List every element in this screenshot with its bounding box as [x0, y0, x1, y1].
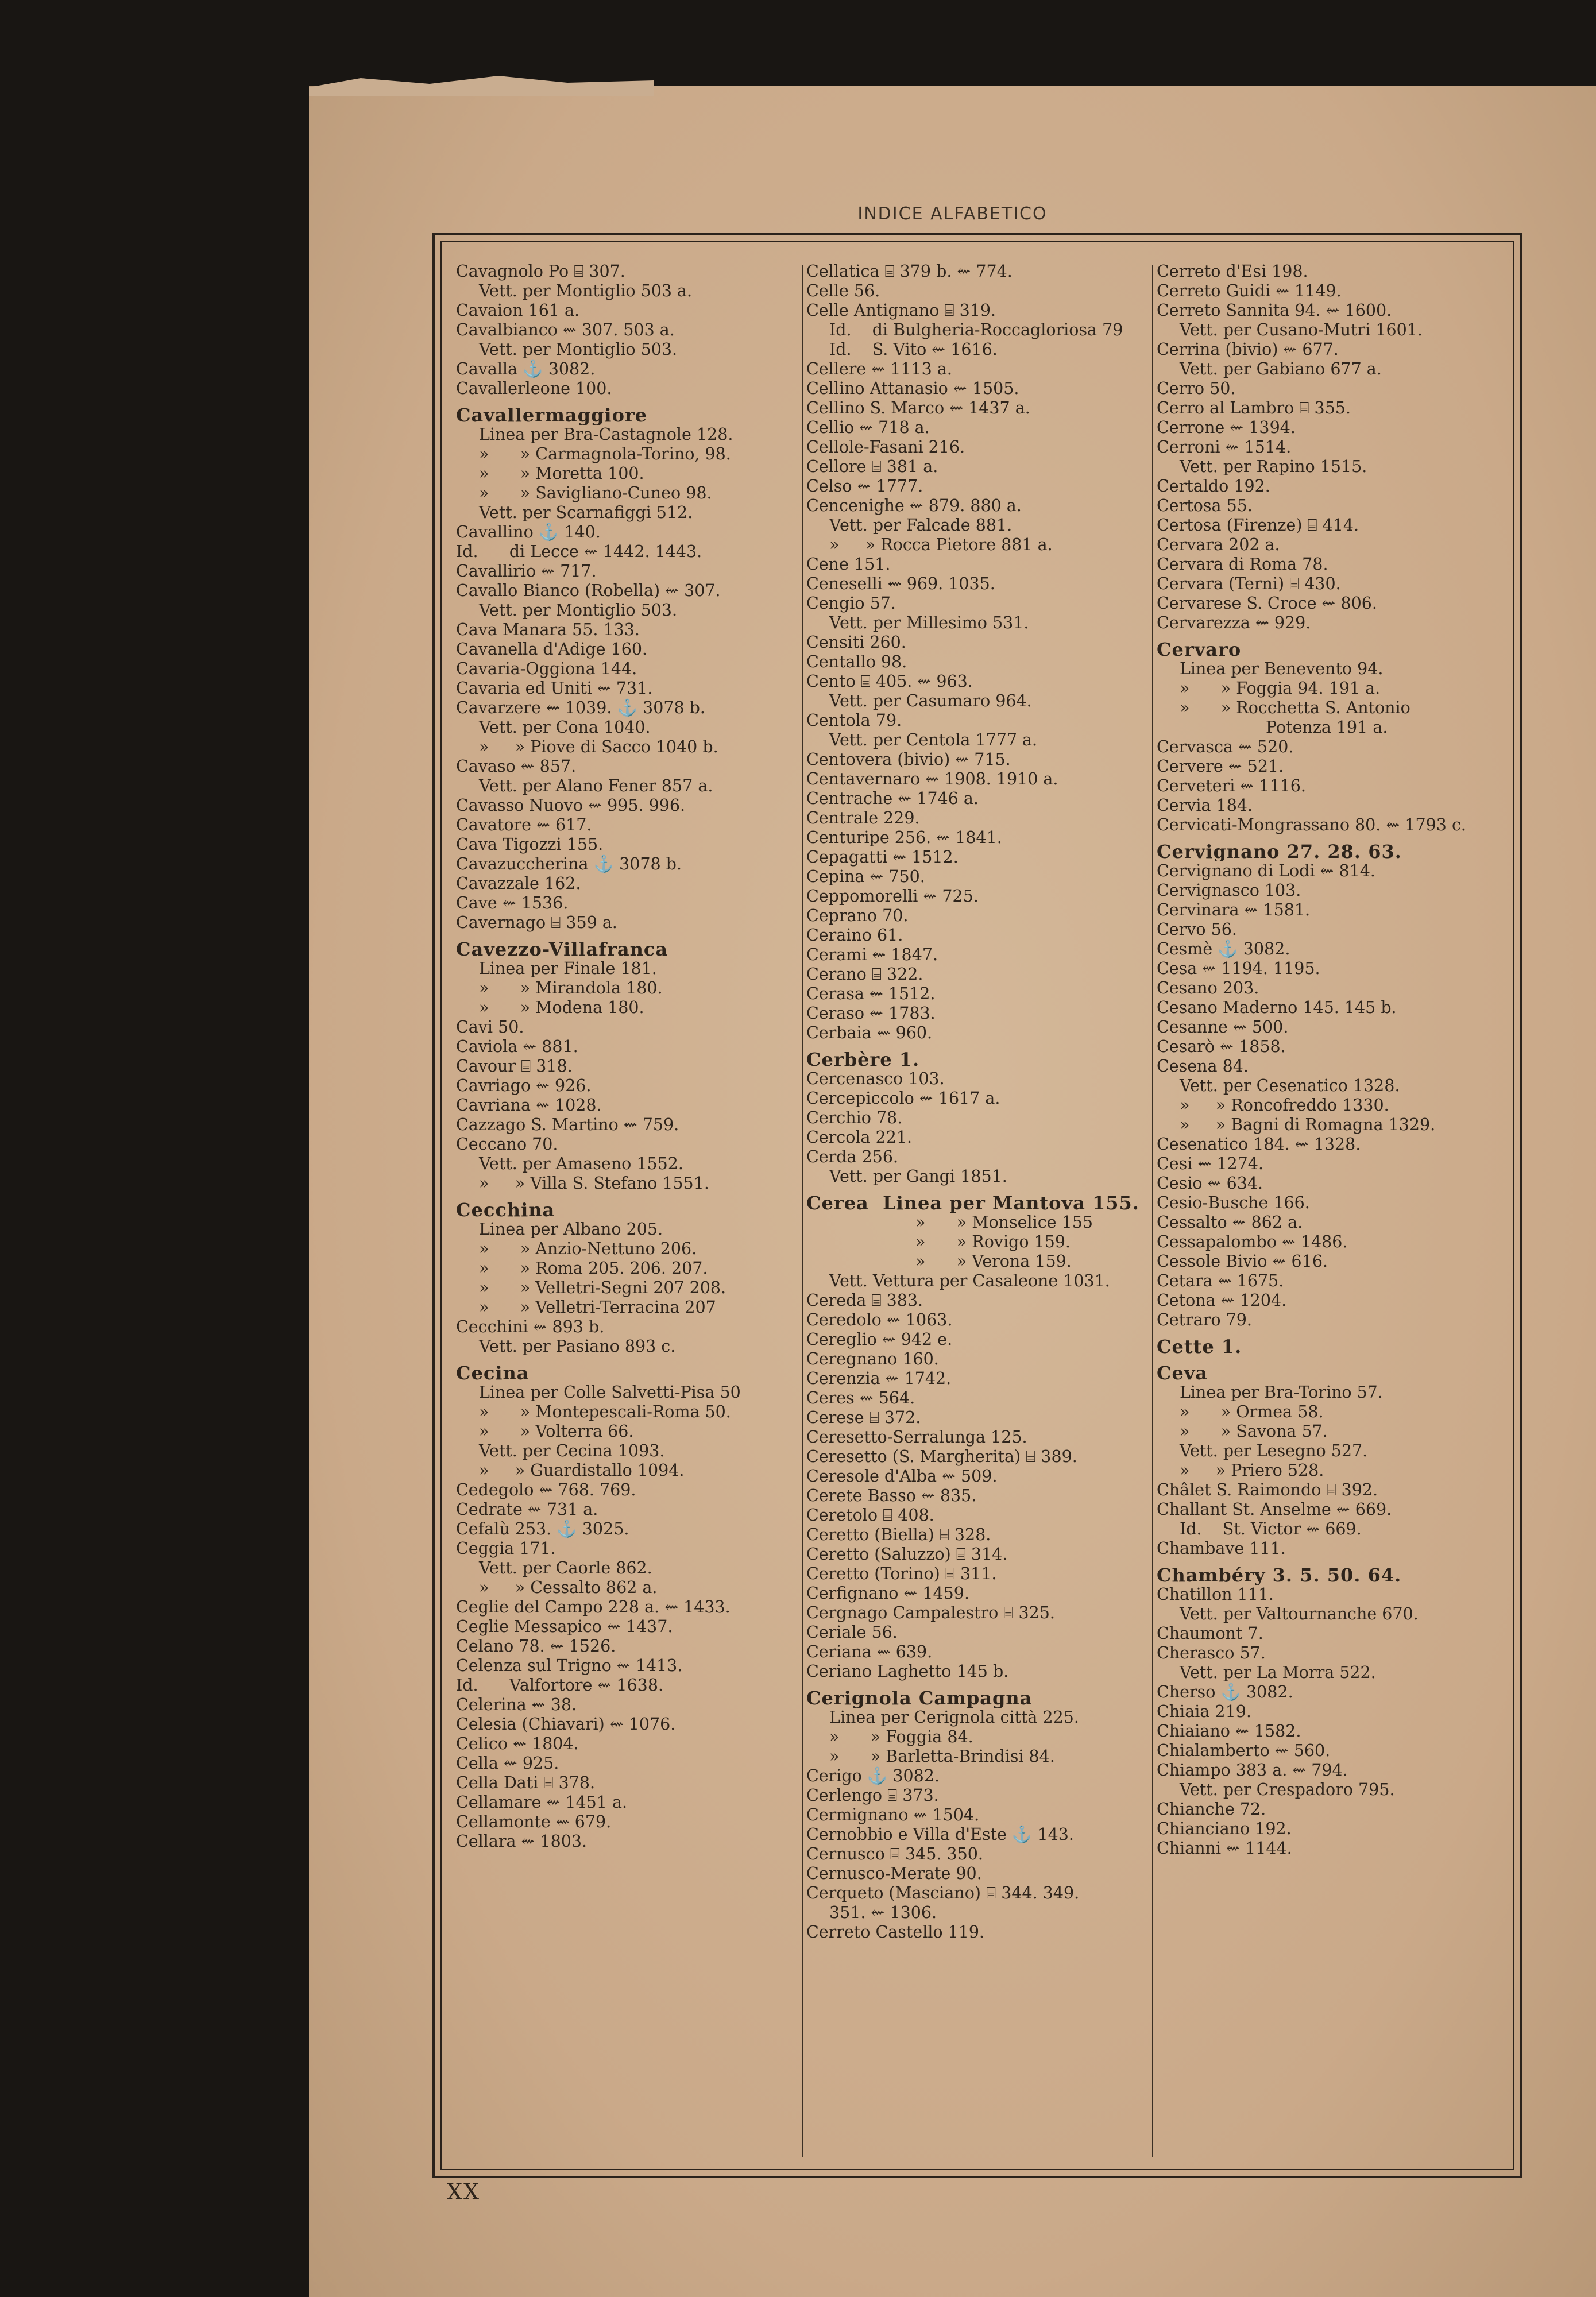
index-entry: » » Monselice 155	[915, 1213, 1093, 1232]
index-entry: Cerro 50.	[1157, 379, 1236, 398]
index-entry: Cervara (Terni) ⌸ 430.	[1157, 574, 1341, 593]
index-entry: Cergnago Campalestro ⌸ 325.	[806, 1603, 1055, 1622]
index-entry: » » Moretta 100.	[479, 464, 644, 483]
index-entry: Id. St. Victor ⇜ 669.	[1180, 1519, 1362, 1538]
index-entry: Cessalto ⇜ 862 a.	[1157, 1213, 1303, 1232]
index-entry: Potenza 191 a.	[1266, 718, 1388, 737]
index-entry: Cerda 256.	[806, 1147, 899, 1166]
index-entry: Cetara ⇜ 1675.	[1157, 1271, 1284, 1290]
index-entry: Linea per Colle Salvetti-Pisa 50	[479, 1383, 741, 1402]
index-entry: Id. di Bulgheria-Roccagloriosa 79	[829, 320, 1123, 339]
index-entry: Cercola 221.	[806, 1128, 913, 1147]
index-entry: Cherasco 57.	[1157, 1644, 1266, 1662]
index-entry: Cellore ⌸ 381 a.	[806, 457, 938, 476]
index-entry: Cavallino ⚓ 140.	[456, 523, 601, 542]
index-entry: Cesio-Busche 166.	[1157, 1193, 1310, 1212]
index-entry: Vett. per Amaseno 1552.	[479, 1154, 683, 1173]
index-entry: Ceres ⇜ 564.	[806, 1389, 915, 1407]
index-entry: Cerete Basso ⇜ 835.	[806, 1486, 977, 1505]
index-entry: Chatillon 111.	[1157, 1585, 1274, 1604]
index-entry: Cento ⌸ 405. ⇜ 963.	[806, 672, 973, 691]
index-entry: Cavaion 161 a.	[456, 301, 580, 320]
index-entry: Id. S. Vito ⇜ 1616.	[829, 340, 998, 359]
index-entry: Cavatore ⇜ 617.	[456, 815, 592, 834]
index-entry: Cerreto Castello 119.	[806, 1923, 985, 1942]
index-heading: Cecchina	[456, 1200, 555, 1220]
index-entry: Ceriana ⇜ 639.	[806, 1642, 933, 1661]
index-entry: Ceretto (Saluzzo) ⌸ 314.	[806, 1545, 1008, 1564]
index-entry: Cerasa ⇜ 1512.	[806, 984, 936, 1003]
index-entry: » » Villa S. Stefano 1551.	[479, 1174, 709, 1193]
index-entry: » » Rocchetta S. Antonio	[1180, 698, 1410, 717]
index-entry: Cavernago ⌸ 359 a.	[456, 913, 617, 932]
index-entry: Cerreto Sannita 94. ⇜ 1600.	[1157, 301, 1392, 320]
index-entry: » » Foggia 84.	[829, 1727, 973, 1746]
index-entry: Chiaiano ⇜ 1582.	[1157, 1722, 1301, 1741]
index-entry: Vett. per Pasiano 893 c.	[479, 1337, 676, 1356]
index-entry: Cervarese S. Croce ⇜ 806.	[1157, 594, 1377, 613]
index-entry: Cereglio ⇜ 942 e.	[806, 1330, 953, 1349]
index-entry: Cerano ⌸ 322.	[806, 965, 923, 984]
index-entry: Cervignasco 103.	[1157, 881, 1301, 900]
index-entry: Vett. per Cona 1040.	[479, 718, 651, 737]
index-heading: Chambéry 3. 5. 50. 64.	[1157, 1565, 1402, 1585]
index-entry: Ceggia 171.	[456, 1539, 556, 1558]
index-entry: Censiti 260.	[806, 633, 906, 652]
index-entry: Cesano 203.	[1157, 979, 1259, 997]
index-entry: Vett. per Cesenatico 1328.	[1180, 1076, 1400, 1095]
index-entry: Cerveteri ⇜ 1116.	[1157, 776, 1306, 795]
index-entry: Cavarzere ⇜ 1039. ⚓ 3078 b.	[456, 698, 705, 717]
index-entry: Challant St. Anselme ⇜ 669.	[1157, 1500, 1392, 1519]
index-entry: Cetraro 79.	[1157, 1310, 1252, 1329]
index-entry: Cellere ⇜ 1113 a.	[806, 359, 952, 378]
index-entry: Ceriale 56.	[806, 1623, 898, 1642]
index-entry: » » Cessalto 862 a.	[479, 1578, 658, 1597]
index-entry: Ceredolo ⇜ 1063.	[806, 1310, 953, 1329]
index-entry: Cervinara ⇜ 1581.	[1157, 900, 1311, 919]
index-entry: » » Roma 205. 206. 207.	[479, 1259, 708, 1278]
index-entry: » » Carmagnola-Torino, 98.	[479, 444, 731, 463]
index-entry: » » Piove di Sacco 1040 b.	[479, 737, 718, 756]
index-entry: Cesena 84.	[1157, 1057, 1249, 1076]
index-entry: Ceriano Laghetto 145 b.	[806, 1662, 1009, 1681]
index-entry: Vett. per Montiglio 503.	[479, 340, 678, 359]
index-entry: Cengio 57.	[806, 594, 896, 613]
index-entry: » » Anzio-Nettuno 206.	[479, 1239, 697, 1258]
index-entry: Vett. per Scarnafiggi 512.	[479, 503, 693, 522]
index-entry: Vett. per Cecina 1093.	[479, 1441, 665, 1460]
index-column-2	[806, 262, 1145, 2157]
index-entry: » » Volterra 66.	[479, 1422, 634, 1441]
index-entry: Cavasso Nuovo ⇜ 995. 996.	[456, 796, 686, 815]
index-entry: Cesi ⇜ 1274.	[1157, 1154, 1264, 1173]
index-entry: Cava Tigozzi 155.	[456, 835, 604, 854]
index-entry: » » Savona 57.	[1180, 1422, 1328, 1441]
index-entry: » » Savigliano-Cuneo 98.	[479, 484, 712, 502]
index-entry: Centovera (bivio) ⇜ 715.	[806, 750, 1011, 769]
index-entry: Cene 151.	[806, 555, 891, 574]
index-entry: » » Roncofreddo 1330.	[1180, 1096, 1389, 1115]
index-entry: Ceresetto-Serralunga 125.	[806, 1428, 1027, 1447]
index-entry: Cerqueto (Masciano) ⌸ 344. 349.	[806, 1884, 1080, 1902]
index-entry: Ceretolo ⌸ 408.	[806, 1506, 934, 1525]
index-entry: Vett. per Casumaro 964.	[829, 691, 1032, 710]
index-entry: Chialamberto ⇜ 560.	[1157, 1741, 1331, 1760]
index-entry: Cave ⇜ 1536.	[456, 894, 569, 912]
index-entry: Cervignano di Lodi ⇜ 814.	[1157, 861, 1375, 880]
index-entry: Cessapalombo ⇜ 1486.	[1157, 1232, 1348, 1251]
index-entry: Cernusco-Merate 90.	[806, 1864, 982, 1883]
index-entry: Linea per Finale 181.	[479, 959, 657, 978]
index-heading: Cette 1.	[1157, 1337, 1242, 1356]
index-entry: Vett. per Cusano-Mutri 1601.	[1180, 320, 1423, 339]
index-entry: Vett. per Crespadoro 795.	[1180, 1780, 1395, 1799]
index-entry: Cellatica ⌸ 379 b. ⇜ 774.	[806, 262, 1013, 281]
index-entry: Chianciano 192.	[1157, 1819, 1292, 1838]
index-entry: Cellara ⇜ 1803.	[456, 1832, 588, 1851]
index-entry: Celso ⇜ 1777.	[806, 477, 923, 496]
index-entry: Vett. per Lesegno 527.	[1180, 1441, 1368, 1460]
index-entry: Chiampo 383 a. ⇜ 794.	[1157, 1761, 1348, 1780]
index-entry: Vett. per Montiglio 503 a.	[479, 281, 693, 300]
index-entry: Ceresole d'Alba ⇜ 509.	[806, 1467, 998, 1486]
index-entry: Cavi 50.	[456, 1018, 524, 1037]
index-entry: Celerina ⇜ 38.	[456, 1695, 577, 1714]
index-entry: Ceregnano 160.	[806, 1349, 939, 1368]
index-entry: Centavernaro ⇜ 1908. 1910 a.	[806, 769, 1058, 788]
index-entry: Vett. per Centola 1777 a.	[829, 730, 1038, 749]
index-entry: Chaumont 7.	[1157, 1624, 1263, 1643]
index-entry: Cavallerleone 100.	[456, 379, 612, 398]
index-entry: Vett. per La Morra 522.	[1180, 1663, 1376, 1682]
index-entry: Cavaso ⇜ 857.	[456, 757, 577, 776]
index-entry: Celico ⇜ 1804.	[456, 1734, 579, 1753]
index-entry: Cecchini ⇜ 893 b.	[456, 1317, 605, 1336]
index-heading: Cavallermaggiore	[456, 405, 648, 425]
index-entry: Chiaia 219.	[1157, 1702, 1251, 1721]
index-entry: Vett. per Gabiano 677 a.	[1180, 359, 1382, 378]
index-heading: Cerignola Campagna	[806, 1688, 1033, 1708]
column-rule	[1152, 265, 1153, 2157]
index-frame	[432, 233, 1522, 2178]
page-folio: XX	[447, 2179, 481, 2205]
index-entry: Cerroni ⇜ 1514.	[1157, 438, 1292, 457]
index-entry: Cerreto Guidi ⇜ 1149.	[1157, 281, 1342, 300]
index-entry: Vett. per Rapino 1515.	[1180, 457, 1367, 476]
index-heading: Cervaro	[1157, 640, 1242, 659]
index-entry: Cellino Attanasio ⇜ 1505.	[806, 379, 1019, 398]
index-heading: Cervignano 27. 28. 63.	[1157, 842, 1402, 861]
index-entry: Id. Valfortore ⇜ 1638.	[456, 1676, 664, 1695]
index-entry: Certosa (Firenze) ⌸ 414.	[1157, 516, 1359, 535]
index-entry: Cavour ⌸ 318.	[456, 1057, 573, 1076]
index-entry: » » Mirandola 180.	[479, 979, 663, 997]
index-entry: Cencenighe ⇜ 879. 880 a.	[806, 496, 1022, 515]
index-entry: Linea per Albano 205.	[479, 1220, 663, 1239]
index-entry: Cessole Bivio ⇜ 616.	[1157, 1252, 1328, 1271]
index-entry: Cervara 202 a.	[1157, 535, 1280, 554]
index-entry: Vett. per Alano Fener 857 a.	[479, 776, 713, 795]
index-entry: » » Foggia 94. 191 a.	[1180, 679, 1381, 698]
index-entry: Centrache ⇜ 1746 a.	[806, 789, 979, 808]
index-entry: Vett. per Millesimo 531.	[829, 613, 1029, 632]
index-entry: Caviola ⇜ 881.	[456, 1037, 578, 1056]
index-entry: Id. di Lecce ⇜ 1442. 1443.	[456, 542, 702, 561]
index-entry: Cerrone ⇜ 1394.	[1157, 418, 1296, 437]
index-entry: Cesio ⇜ 634.	[1157, 1174, 1263, 1193]
index-entry: Cesanne ⇜ 500.	[1157, 1018, 1289, 1037]
running-head: INDICE ALFABETICO	[857, 204, 1048, 224]
index-entry: Cella Dati ⌸ 378.	[456, 1773, 596, 1792]
index-entry: Cherso ⚓ 3082.	[1157, 1683, 1293, 1702]
index-entry: » » Barletta-Brindisi 84.	[829, 1747, 1055, 1766]
index-entry: » » Velletri-Terracina 207	[479, 1298, 716, 1317]
index-entry: Vett. per Falcade 881.	[829, 516, 1013, 535]
index-entry: Cermignano ⇜ 1504.	[806, 1805, 980, 1824]
index-entry: Cervo 56.	[1157, 920, 1237, 939]
index-entry: Cerchio 78.	[806, 1108, 903, 1127]
index-entry: Cavalla ⚓ 3082.	[456, 359, 596, 378]
index-entry: Cefalù 253. ⚓ 3025.	[456, 1519, 629, 1538]
index-entry: Certaldo 192.	[1157, 477, 1270, 496]
index-entry: » » Ormea 58.	[1180, 1402, 1324, 1421]
index-entry: Cernusco ⌸ 345. 350.	[806, 1844, 983, 1863]
index-entry: » » Verona 159.	[915, 1252, 1072, 1271]
index-entry: Cervasca ⇜ 520.	[1157, 737, 1294, 756]
index-entry: Cercenasco 103.	[806, 1069, 945, 1088]
index-entry: Ceglie del Campo 228 a. ⇜ 1433.	[456, 1598, 731, 1617]
index-column-1	[456, 262, 795, 2157]
index-entry: Chambave 111.	[1157, 1539, 1286, 1558]
index-entry: Centallo 98.	[806, 652, 907, 671]
index-entry: » » Rocca Pietore 881 a.	[829, 535, 1053, 554]
index-entry: Cavazzale 162.	[456, 874, 581, 893]
index-entry: Vett. per Caorle 862.	[479, 1559, 652, 1577]
index-entry: Cerami ⇜ 1847.	[806, 945, 938, 964]
index-entry: Cavagnolo Po ⌸ 307.	[456, 262, 625, 281]
index-entry: Cernobbio e Villa d'Este ⚓ 143.	[806, 1825, 1074, 1844]
index-entry: » » Velletri-Segni 207 208.	[479, 1278, 726, 1297]
index-entry: Ceppomorelli ⇜ 725.	[806, 887, 979, 906]
index-entry: Cellio ⇜ 718 a.	[806, 418, 930, 437]
index-entry: Cella ⇜ 925.	[456, 1754, 559, 1773]
index-entry: Cavazuccherina ⚓ 3078 b.	[456, 854, 682, 873]
index-heading: Ceva	[1157, 1363, 1208, 1383]
index-entry: Cesano Maderno 145. 145 b.	[1157, 998, 1397, 1017]
index-entry: Celesia (Chiavari) ⇜ 1076.	[456, 1715, 676, 1734]
index-entry: Celle Antignano ⌸ 319.	[806, 301, 996, 320]
index-entry: Cerfignano ⇜ 1459.	[806, 1584, 969, 1603]
index-entry: Cerenzia ⇜ 1742.	[806, 1369, 952, 1388]
index-entry: Cepina ⇜ 750.	[806, 867, 925, 886]
index-entry: Ceprano 70.	[806, 906, 909, 925]
index-entry: Ceneselli ⇜ 969. 1035.	[806, 574, 995, 593]
index-entry: Cervia 184.	[1157, 796, 1253, 815]
index-entry: Cerro al Lambro ⌸ 355.	[1157, 399, 1351, 417]
index-entry: Cava Manara 55. 133.	[456, 620, 640, 639]
index-entry: Cavaria-Oggiona 144.	[456, 659, 637, 678]
index-entry: Cedrate ⇜ 731 a.	[456, 1500, 598, 1519]
index-entry: Ceccano 70.	[456, 1135, 558, 1154]
index-entry: 351. ⇜ 1306.	[829, 1903, 937, 1922]
index-entry: Vett. per Montiglio 503.	[479, 601, 678, 620]
index-entry: Linea per Cerignola città 225.	[829, 1708, 1079, 1727]
index-entry: Ceraino 61.	[806, 926, 903, 945]
index-entry: Centrale 229.	[806, 809, 920, 827]
index-entry: Ceretto (Biella) ⌸ 328.	[806, 1525, 991, 1544]
index-entry: Cavanella d'Adige 160.	[456, 640, 648, 659]
index-entry: Cesarò ⇜ 1858.	[1157, 1037, 1286, 1056]
index-entry: Chianche 72.	[1157, 1800, 1266, 1819]
index-entry: Ceraso ⇜ 1783.	[806, 1004, 936, 1023]
index-entry: Cellole-Fasani 216.	[806, 438, 965, 457]
index-entry: Linea per Bra-Castagnole 128.	[479, 425, 733, 444]
index-entry: Cesmè ⚓ 3082.	[1157, 939, 1290, 958]
index-entry: Celano 78. ⇜ 1526.	[456, 1637, 616, 1656]
index-entry: Cavaria ed Uniti ⇜ 731.	[456, 679, 653, 698]
index-entry: Cesenatico 184. ⇜ 1328.	[1157, 1135, 1361, 1154]
index-entry: » » Montepescali-Roma 50.	[479, 1402, 731, 1421]
index-entry: Ceglie Messapico ⇜ 1437.	[456, 1617, 673, 1636]
index-entry: Chianni ⇜ 1144.	[1157, 1839, 1292, 1858]
index-entry: Vett. Vettura per Casaleone 1031.	[829, 1271, 1110, 1290]
index-entry: » » Guardistallo 1094.	[479, 1461, 685, 1480]
book-page	[309, 86, 1596, 2297]
index-entry: Cavallirio ⇜ 717.	[456, 562, 597, 581]
index-entry: Cercepiccolo ⇜ 1617 a.	[806, 1089, 1000, 1108]
index-entry: Cervere ⇜ 521.	[1157, 757, 1284, 776]
index-entry: Cavalbianco ⇜ 307. 503 a.	[456, 320, 675, 339]
index-heading: Cavezzo-Villafranca	[456, 939, 668, 959]
index-entry: » » Modena 180.	[479, 998, 644, 1017]
index-entry: Cazzago S. Martino ⇜ 759.	[456, 1115, 679, 1134]
index-entry: Cereda ⌸ 383.	[806, 1291, 923, 1310]
index-entry: » » Bagni di Romagna 1329.	[1180, 1115, 1436, 1134]
index-entry: » » Rovigo 159.	[915, 1232, 1071, 1251]
index-entry: Châlet S. Raimondo ⌸ 392.	[1157, 1480, 1378, 1499]
index-entry: Cerlengo ⌸ 373.	[806, 1786, 939, 1805]
index-entry: Cellamonte ⇜ 679.	[456, 1812, 612, 1831]
index-heading: Cerea Linea per Mantova 155.	[806, 1193, 1139, 1213]
index-entry: Cerrina (bivio) ⇜ 677.	[1157, 340, 1339, 359]
index-entry: Linea per Bra-Torino 57.	[1180, 1383, 1383, 1402]
index-entry: Vett. per Gangi 1851.	[829, 1167, 1007, 1186]
index-entry: Cavriana ⇜ 1028.	[456, 1096, 602, 1115]
index-entry: Linea per Benevento 94.	[1180, 659, 1384, 678]
index-entry: Centuripe 256. ⇜ 1841.	[806, 828, 1002, 847]
index-entry: Cervara di Roma 78.	[1157, 555, 1328, 574]
index-frame-inner	[440, 241, 1514, 2170]
index-entry: Certosa 55.	[1157, 496, 1253, 515]
index-entry: Cerese ⌸ 372.	[806, 1408, 921, 1427]
index-entry: Centola 79.	[806, 711, 902, 730]
index-entry: Cavriago ⇜ 926.	[456, 1076, 592, 1095]
index-entry: Celenza sul Trigno ⇜ 1413.	[456, 1656, 683, 1675]
index-entry: Cellamare ⇜ 1451 a.	[456, 1793, 628, 1812]
torn-edge	[309, 74, 654, 96]
index-entry: Cerreto d'Esi 198.	[1157, 262, 1308, 281]
index-entry: Cavallo Bianco (Robella) ⇜ 307.	[456, 581, 721, 600]
index-entry: Vett. per Valtournanche 670.	[1180, 1604, 1419, 1623]
index-entry: » » Priero 528.	[1180, 1461, 1324, 1480]
index-entry: Cesa ⇜ 1194. 1195.	[1157, 959, 1320, 978]
index-entry: Cepagatti ⇜ 1512.	[806, 848, 959, 867]
index-entry: Cerbaia ⇜ 960.	[806, 1023, 933, 1042]
index-entry: Cetona ⇜ 1204.	[1157, 1291, 1287, 1310]
index-heading: Cerbère 1.	[806, 1050, 920, 1069]
index-entry: Cervicati-Mongrassano 80. ⇜ 1793 c.	[1157, 815, 1466, 834]
index-heading: Cecina	[456, 1363, 530, 1383]
index-column-3	[1157, 262, 1507, 2157]
index-entry: Ceretto (Torino) ⌸ 311.	[806, 1564, 997, 1583]
index-entry: Cerigo ⚓ 3082.	[806, 1766, 940, 1785]
index-entry: Celle 56.	[806, 281, 880, 300]
index-entry: Cellino S. Marco ⇜ 1437 a.	[806, 399, 1030, 417]
index-entry: Cervarezza ⇜ 929.	[1157, 613, 1311, 632]
index-entry: Ceresetto (S. Margherita) ⌸ 389.	[806, 1447, 1077, 1466]
index-entry: Cedegolo ⇜ 768. 769.	[456, 1480, 636, 1499]
column-rule	[802, 265, 803, 2157]
